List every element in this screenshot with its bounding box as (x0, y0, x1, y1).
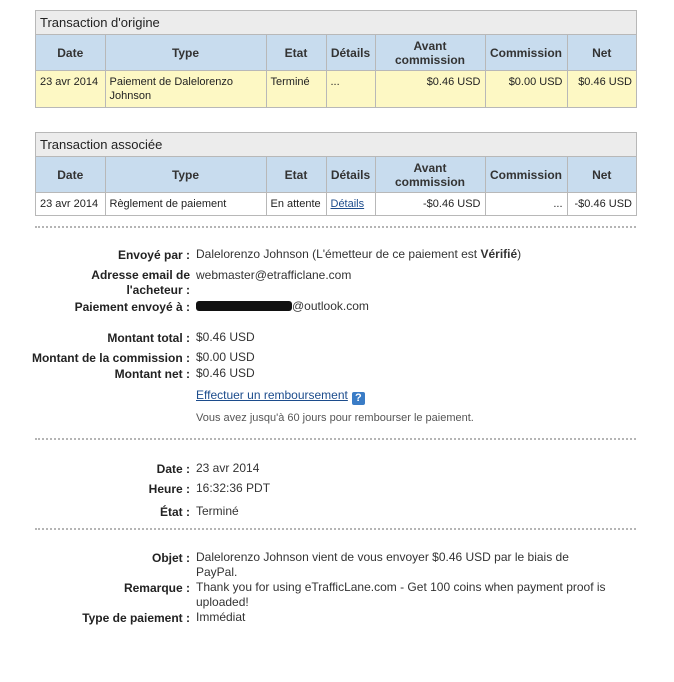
associated-transaction-title: Transaction associée (36, 133, 636, 157)
state-value: Terminé (196, 504, 239, 518)
note-value: Thank you for using eTrafficLane.com - Get 100 coins when payment proof is uploaded! (196, 580, 606, 609)
cell-commission: ... (485, 193, 567, 215)
cell-avant-commission: $0.46 USD (375, 71, 485, 107)
cell-details: ... (326, 71, 375, 107)
cell-etat: Terminé (266, 71, 326, 107)
commission-label: Montant de la commission : (31, 351, 190, 365)
cell-net: -$0.46 USD (567, 193, 636, 215)
table-row (36, 193, 636, 215)
sent-to-label: Paiement envoyé à : (74, 300, 190, 314)
cell-type: Règlement de paiement (105, 193, 266, 215)
divider (35, 226, 636, 228)
cell-net: $0.46 USD (567, 71, 636, 107)
date-value: 23 avr 2014 (196, 461, 260, 475)
cell-avant-commission: -$0.46 USD (375, 193, 485, 215)
redacted-email (196, 301, 292, 311)
sender-close-paren: ) (517, 247, 522, 261)
cell-details (326, 193, 375, 215)
col-date: Date (36, 157, 105, 193)
table-header-row (36, 35, 636, 71)
buyer-email-label (91, 268, 190, 298)
sent-to-domain: @outlook.com (292, 299, 369, 313)
cell-etat: En attente (266, 193, 326, 215)
col-etat: Etat (266, 35, 326, 71)
col-commission: Commission (485, 157, 567, 193)
table-row (36, 71, 636, 107)
subject-value: Dalelorenzo Johnson vient de vous envoyer $0.46 USD par le biais de PayPal. (196, 550, 569, 579)
sender-name: Dalelorenzo Johnson (L'émetteur de ce paiement est (196, 247, 481, 261)
col-avant-commission: Avant commission (375, 35, 485, 71)
buyer-email-label-line2: l'acheteur : (126, 283, 190, 297)
state-label: État : (160, 505, 190, 519)
date-label: Date : (156, 462, 190, 476)
net-value: $0.46 USD (196, 366, 255, 380)
col-type: Type (105, 157, 266, 193)
sent-to-value (196, 299, 369, 314)
col-details: Détails (326, 35, 375, 71)
refund-note: Vous avez jusqu'à 60 jours pour rembourser le paiement. (196, 412, 474, 424)
cell-type: Paiement de Dalelorenzo Johnson (105, 71, 266, 107)
cell-commission: $0.00 USD (485, 71, 567, 107)
refund-link[interactable]: Effectuer un remboursement (196, 388, 348, 402)
payment-type-label: Type de paiement : (82, 611, 190, 625)
cell-date: 23 avr 2014 (36, 193, 105, 215)
divider (35, 438, 636, 440)
col-date: Date (36, 35, 105, 71)
table-header-row (36, 157, 636, 193)
note-label: Remarque : (123, 581, 190, 595)
time-label: Heure : (148, 482, 190, 496)
time-value: 16:32:36 PDT (196, 481, 271, 495)
buyer-email-label-line1: Adresse email de (91, 268, 190, 282)
associated-transaction-box (35, 132, 637, 216)
sent-by-label: Envoyé par : (117, 248, 190, 262)
col-details: Détails (326, 157, 375, 193)
commission-value: $0.00 USD (196, 350, 255, 364)
total-label: Montant total : (107, 331, 190, 345)
divider (35, 528, 636, 530)
subject-label: Objet : (152, 551, 190, 565)
origin-transaction-box (35, 10, 637, 108)
col-net: Net (567, 157, 636, 193)
refund-row (196, 388, 365, 405)
help-icon[interactable]: ? (352, 392, 365, 405)
col-type: Type (105, 35, 266, 71)
details-link[interactable]: Détails (330, 198, 365, 210)
origin-transaction-title: Transaction d'origine (36, 11, 636, 35)
associated-transaction-table (36, 157, 636, 215)
col-avant-commission: Avant commission (375, 157, 485, 193)
col-net: Net (567, 35, 636, 71)
payment-type-value: Immédiat (196, 610, 246, 624)
col-commission: Commission (485, 35, 567, 71)
origin-transaction-table (36, 35, 636, 107)
net-label: Montant net : (114, 367, 190, 381)
sent-by-value (196, 247, 521, 262)
cell-date: 23 avr 2014 (36, 71, 105, 107)
col-etat: Etat (266, 157, 326, 193)
total-value: $0.46 USD (196, 330, 255, 344)
buyer-email-value: webmaster@etrafficlane.com (196, 268, 352, 282)
verified-status: Vérifié (480, 247, 518, 261)
